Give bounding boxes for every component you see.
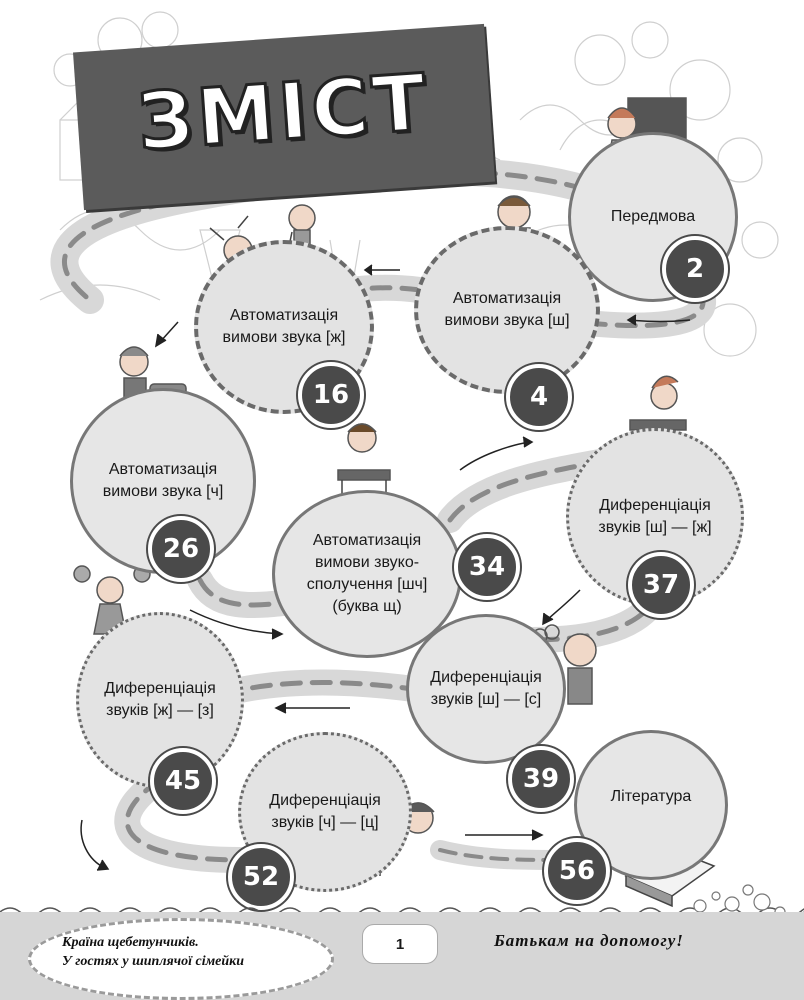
page-badge: 45	[150, 748, 216, 814]
toc-label: Диференціація звуків [ш] — [ж]	[598, 497, 712, 536]
page-badge: 52	[228, 844, 294, 910]
page-badge: 34	[454, 534, 520, 600]
book-title	[62, 933, 244, 971]
toc-label: Передмова	[610, 208, 696, 225]
toc-label: Автоматизація вимови звука [ш]	[444, 290, 570, 329]
toc-label: Диференціація звуків [ш] — [с]	[430, 669, 542, 708]
toc-label: Автоматизація вимови звуко-сполучення [шч] (буква щ)	[306, 532, 428, 615]
toc-label: Диференціація звуків [ч] — [ц]	[269, 792, 381, 831]
page-title: ЗМІСТ	[134, 57, 433, 169]
toc-label: Автоматизація вимови звука [ж]	[222, 307, 346, 346]
page-badge: 39	[508, 746, 574, 812]
book-title-line-1: Країна щебетунчиків.	[62, 935, 199, 950]
toc-label: Диференціація звуків [ж] — [з]	[104, 680, 216, 719]
series-title: Батькам на допомогу!	[494, 931, 684, 950]
toc-label: Література	[610, 788, 692, 805]
page-badge: 56	[544, 838, 610, 904]
page-badge: 37	[628, 552, 694, 618]
book-title-line-2: У гостях у шиплячої сімейки	[62, 954, 245, 969]
page-badge: 16	[298, 362, 364, 428]
page-badge: 2	[662, 236, 728, 302]
page-number: 1	[362, 924, 438, 964]
page-badge: 26	[148, 516, 214, 582]
toc-label: Автоматизація вимови звука [ч]	[102, 461, 224, 500]
page-badge: 4	[506, 364, 572, 430]
